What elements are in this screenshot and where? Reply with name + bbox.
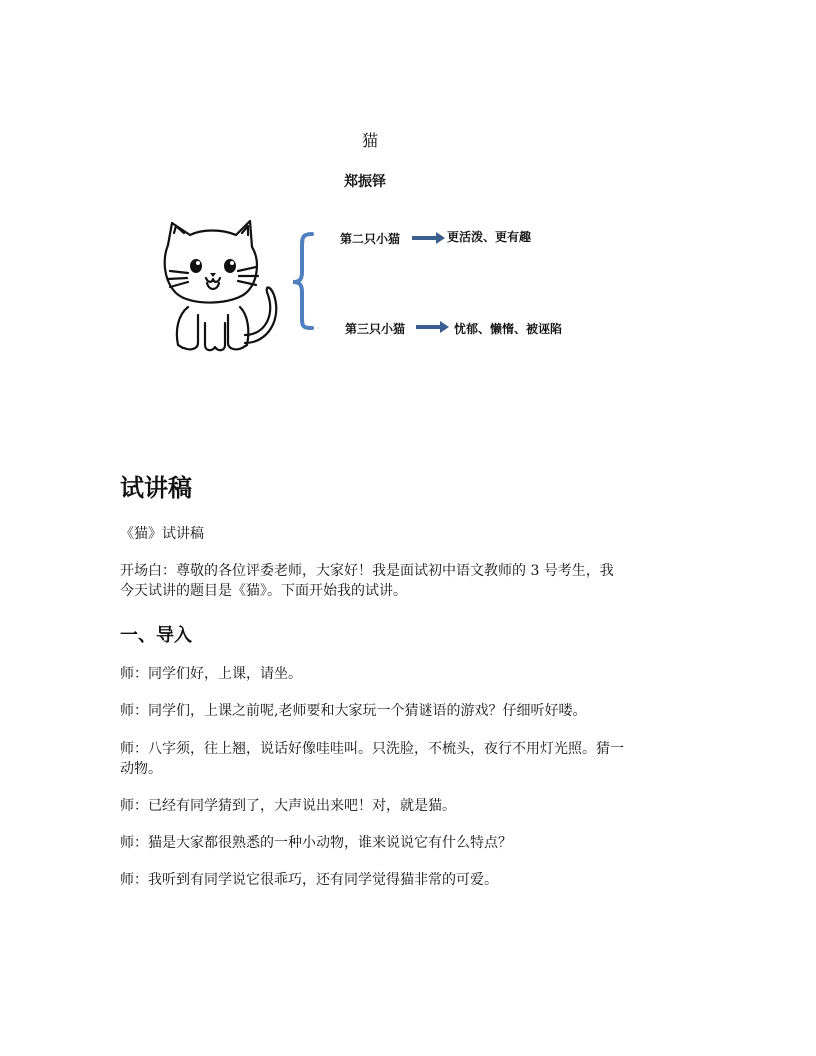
dialogue-line: 师：同学们好，上课，请坐。 — [120, 666, 302, 682]
dialogue-line: 师：同学们，上课之前呢,老师要和大家玩一个猜谜语的游戏？仔细听好喽。 — [120, 703, 587, 719]
cat-illustration — [150, 215, 285, 360]
dialogue-line: 师：我听到有同学说它很乖巧，还有同学觉得猫非常的可爱。 — [120, 872, 498, 888]
opening-line-1: 开场白：尊敬的各位评委老师，大家好！我是面试初中语文教师的 3 号考生，我 — [120, 563, 614, 579]
document-title: 猫 — [362, 131, 379, 150]
author-name: 郑振铎 — [344, 174, 386, 190]
dialogue-line: 师：已经有同学猜到了，大声说出来吧！对，就是猫。 — [120, 798, 456, 814]
dialogue-line-continued: 动物。 — [120, 761, 162, 777]
dialogue-line: 师：八字须，往上翘，说话好像哇哇叫。只洗脸，不梳头，夜行不用灯光照。猜一 — [120, 741, 624, 757]
brace-icon — [290, 230, 320, 332]
dialogue-line: 师：猫是大家都很熟悉的一种小动物，谁来说说它有什么特点？ — [120, 835, 512, 851]
diagram-row1-result: 更活泼、更有趣 — [447, 230, 532, 244]
subtitle: 《猫》试讲稿 — [120, 526, 204, 542]
heading-introduction: 一、导入 — [120, 625, 192, 646]
section-title: 试讲稿 — [120, 474, 192, 502]
arrow-right-icon — [412, 231, 446, 245]
diagram-row1-label: 第二只小猫 — [340, 232, 401, 246]
arrow-right-icon — [416, 320, 450, 334]
diagram-row2-label: 第三只小猫 — [345, 322, 406, 336]
opening-line-2: 今天试讲的题目是《猫》。下面开始我的试讲。 — [120, 583, 407, 599]
diagram-row2-result: 忧郁、懒惰、被诬陷 — [454, 322, 563, 336]
